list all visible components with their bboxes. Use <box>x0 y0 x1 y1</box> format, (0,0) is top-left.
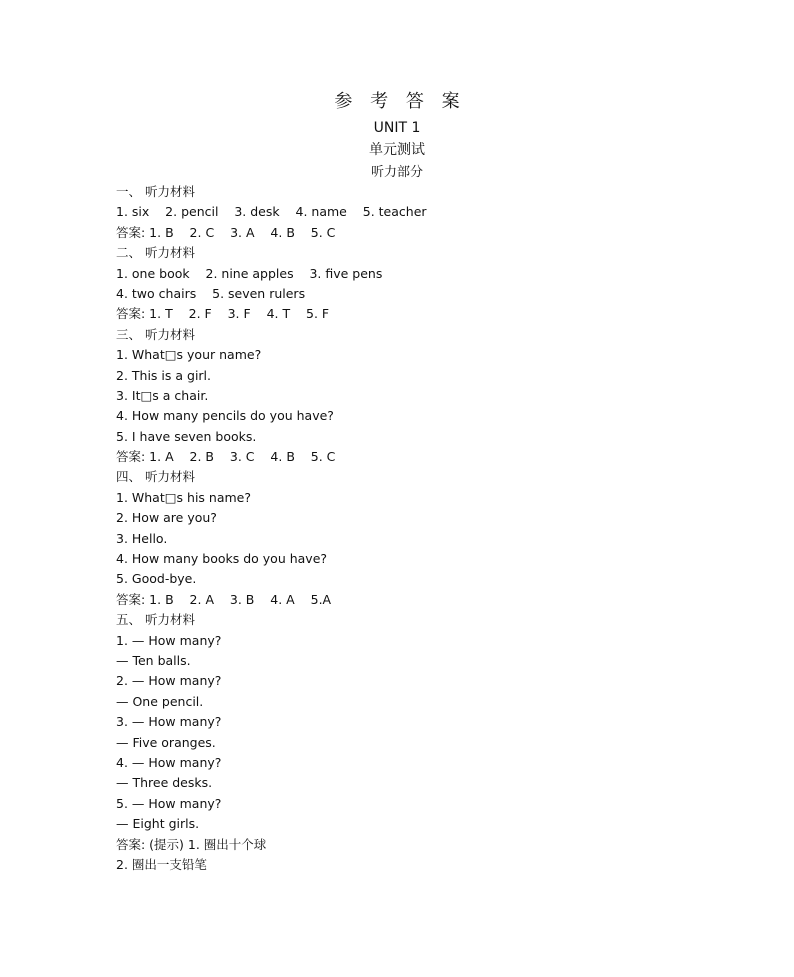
content-line: 2. — How many? <box>116 673 222 689</box>
section-heading: 四、 听力材料 <box>116 469 195 485</box>
content-line: 4. two chairs 5. seven rulers <box>116 285 306 301</box>
section-heading: 一、 听力材料 <box>116 184 195 199</box>
content-line: 2. 圈出一支铅笔 <box>116 856 207 872</box>
content-line: 1. What□s your name? <box>116 347 262 363</box>
content-line: 1. What□s his name? <box>116 489 252 505</box>
section-label: 听力部分 <box>370 165 423 180</box>
page-header <box>0 89 794 184</box>
content-line: 4. — How many? <box>116 754 222 770</box>
page-title: 参 考 答 案 <box>334 91 466 112</box>
unit-label: UNIT 1 <box>373 120 421 136</box>
content-line: 3. — How many? <box>116 714 222 730</box>
content-line: 2. This is a girl. <box>116 367 212 383</box>
answer-line: 答案: 1. B 2. C 3. A 4. B 5. C <box>116 224 336 240</box>
answer-line: 答案: 1. B 2. A 3. B 4. A 5.A <box>116 591 332 607</box>
content-line: 1. one book 2. nine apples 3. five pens <box>116 265 383 281</box>
content-line: 3. Hello. <box>116 530 168 546</box>
content-line: 4. How many books do you have? <box>116 551 328 567</box>
answer-line: 答案: 1. T 2. F 3. F 4. T 5. F <box>116 306 330 322</box>
content-line: — Five oranges. <box>116 734 216 750</box>
content-line: 5. I have seven books. <box>116 428 257 444</box>
section-heading: 三、 听力材料 <box>116 326 195 342</box>
section-heading: 五、 听力材料 <box>116 612 195 628</box>
content-line: 4. How many pencils do you have? <box>116 408 334 424</box>
section-heading: 二、 听力材料 <box>116 245 195 261</box>
content-line: — One pencil. <box>116 693 204 709</box>
content-line: — Three desks. <box>116 775 213 791</box>
content-line: 1. — How many? <box>116 632 222 648</box>
content-line: — Ten balls. <box>116 652 191 668</box>
answer-line: 答案: 1. A 2. B 3. C 4. B 5. C <box>116 449 336 465</box>
content-line: 5. — How many? <box>116 795 222 811</box>
content-line: 3. It□s a chair. <box>116 387 209 403</box>
content-line: — Eight girls. <box>116 816 200 832</box>
content-line: 5. Good-bye. <box>116 571 197 587</box>
content-line: 1. six 2. pencil 3. desk 4. name 5. teacher <box>116 204 427 220</box>
content-line: 2. How are you? <box>116 510 217 526</box>
answer-content <box>116 182 716 875</box>
answer-line: 答案: (提示) 1. 圈出十个球 <box>116 836 267 852</box>
test-subtitle: 单元测试 <box>369 142 425 158</box>
